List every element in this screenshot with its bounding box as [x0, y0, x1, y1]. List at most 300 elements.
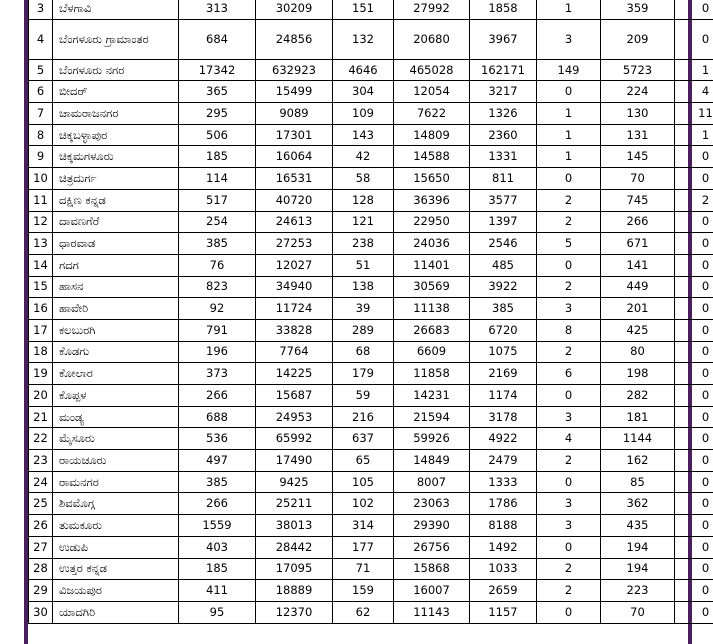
value-cell-c6: 6 [537, 363, 601, 385]
district-name-cell: ಯಾದಗಿರಿ [53, 601, 179, 623]
value-cell-c1: 295 [179, 103, 256, 125]
table-row [29, 471, 713, 493]
value-cell-c7: 359 [601, 0, 675, 19]
table-row [29, 319, 713, 341]
value-cell-c7: 449 [601, 276, 675, 298]
value-cell-c8: 0 [675, 428, 713, 450]
value-cell-c6: 3 [537, 515, 601, 537]
value-cell-c2: 38013 [256, 515, 333, 537]
value-cell-c8: 0 [675, 233, 713, 255]
value-cell-c1: 403 [179, 536, 256, 558]
row-number-cell: 22 [29, 428, 53, 450]
value-cell-c2: 17095 [256, 558, 333, 580]
value-cell-c8: 11 [675, 103, 713, 125]
value-cell-c3: 42 [333, 146, 394, 168]
value-cell-c3: 128 [333, 189, 394, 211]
row-number-cell: 24 [29, 471, 53, 493]
value-cell-c7: 201 [601, 298, 675, 320]
row-number-cell: 3 [29, 0, 53, 19]
value-cell-c2: 12027 [256, 254, 333, 276]
table-row [29, 298, 713, 320]
value-cell-c7: 266 [601, 211, 675, 233]
value-cell-c5: 2546 [470, 233, 537, 255]
row-number-cell: 26 [29, 515, 53, 537]
value-cell-c2: 28442 [256, 536, 333, 558]
value-cell-c2: 24856 [256, 19, 333, 59]
value-cell-c6: 3 [537, 406, 601, 428]
row-number-cell: 27 [29, 536, 53, 558]
value-cell-c3: 132 [333, 19, 394, 59]
value-cell-c5: 2169 [470, 363, 537, 385]
value-cell-c8: 0 [675, 276, 713, 298]
table-row [29, 124, 713, 146]
value-cell-c7: 671 [601, 233, 675, 255]
value-cell-c1: 517 [179, 189, 256, 211]
value-cell-c4: 7622 [394, 103, 470, 125]
row-number-cell: 20 [29, 385, 53, 407]
value-cell-c4: 15868 [394, 558, 470, 580]
value-cell-c3: 177 [333, 536, 394, 558]
value-cell-c6: 0 [537, 81, 601, 103]
value-cell-c5: 1033 [470, 558, 537, 580]
value-cell-c7: 162 [601, 450, 675, 472]
value-cell-c1: 373 [179, 363, 256, 385]
value-cell-c4: 23063 [394, 493, 470, 515]
value-cell-c1: 536 [179, 428, 256, 450]
value-cell-c4: 59926 [394, 428, 470, 450]
value-cell-c8: 0 [675, 19, 713, 59]
table-body [29, 0, 713, 623]
value-cell-c6: 1 [537, 0, 601, 19]
value-cell-c8: 4 [675, 81, 713, 103]
value-cell-c5: 6720 [470, 319, 537, 341]
value-cell-c3: 143 [333, 124, 394, 146]
table-row [29, 515, 713, 537]
value-cell-c1: 114 [179, 168, 256, 190]
value-cell-c7: 194 [601, 536, 675, 558]
row-number-cell: 9 [29, 146, 53, 168]
row-number-cell: 28 [29, 558, 53, 580]
value-cell-c8: 0 [675, 254, 713, 276]
value-cell-c1: 684 [179, 19, 256, 59]
value-cell-c7: 130 [601, 103, 675, 125]
value-cell-c5: 1075 [470, 341, 537, 363]
row-number-cell: 25 [29, 493, 53, 515]
value-cell-c7: 209 [601, 19, 675, 59]
value-cell-c4: 26756 [394, 536, 470, 558]
district-name-cell: ರಾಯಚೂರು [53, 450, 179, 472]
value-cell-c5: 2479 [470, 450, 537, 472]
row-number-cell: 16 [29, 298, 53, 320]
row-number-cell: 13 [29, 233, 53, 255]
value-cell-c4: 29390 [394, 515, 470, 537]
value-cell-c5: 1786 [470, 493, 537, 515]
value-cell-c7: 70 [601, 601, 675, 623]
row-number-cell: 18 [29, 341, 53, 363]
value-cell-c5: 1492 [470, 536, 537, 558]
value-cell-c2: 25211 [256, 493, 333, 515]
value-cell-c8: 0 [675, 363, 713, 385]
table-row [29, 536, 713, 558]
value-cell-c2: 24613 [256, 211, 333, 233]
value-cell-c2: 24953 [256, 406, 333, 428]
value-cell-c4: 36396 [394, 189, 470, 211]
value-cell-c5: 1333 [470, 471, 537, 493]
value-cell-c5: 3967 [470, 19, 537, 59]
row-number-cell: 19 [29, 363, 53, 385]
value-cell-c7: 141 [601, 254, 675, 276]
table-row [29, 233, 713, 255]
district-name-cell: ಬೆಂಗಳೂರು ಗ್ರಾಮಾಂತರ [53, 19, 179, 59]
value-cell-c6: 8 [537, 319, 601, 341]
value-cell-c8: 0 [675, 319, 713, 341]
value-cell-c8: 0 [675, 298, 713, 320]
value-cell-c2: 40720 [256, 189, 333, 211]
value-cell-c7: 5723 [601, 59, 675, 81]
value-cell-c2: 65992 [256, 428, 333, 450]
value-cell-c5: 1397 [470, 211, 537, 233]
row-number-cell: 21 [29, 406, 53, 428]
value-cell-c6: 3 [537, 493, 601, 515]
value-cell-c8: 0 [675, 450, 713, 472]
value-cell-c1: 266 [179, 385, 256, 407]
value-cell-c2: 27253 [256, 233, 333, 255]
row-number-cell: 11 [29, 189, 53, 211]
value-cell-c1: 76 [179, 254, 256, 276]
table-row [29, 59, 713, 81]
row-number-cell: 5 [29, 59, 53, 81]
value-cell-c1: 95 [179, 601, 256, 623]
table-row [29, 0, 713, 19]
value-cell-c3: 62 [333, 601, 394, 623]
value-cell-c4: 14849 [394, 450, 470, 472]
value-cell-c8: 0 [675, 385, 713, 407]
value-cell-c5: 3577 [470, 189, 537, 211]
value-cell-c1: 506 [179, 124, 256, 146]
value-cell-c4: 24036 [394, 233, 470, 255]
value-cell-c1: 313 [179, 0, 256, 19]
value-cell-c6: 2 [537, 341, 601, 363]
value-cell-c6: 2 [537, 189, 601, 211]
value-cell-c6: 0 [537, 254, 601, 276]
value-cell-c7: 198 [601, 363, 675, 385]
value-cell-c2: 11724 [256, 298, 333, 320]
value-cell-c6: 0 [537, 471, 601, 493]
row-number-cell: 15 [29, 276, 53, 298]
value-cell-c7: 70 [601, 168, 675, 190]
value-cell-c3: 289 [333, 319, 394, 341]
value-cell-c8: 0 [675, 471, 713, 493]
value-cell-c5: 1858 [470, 0, 537, 19]
value-cell-c4: 27992 [394, 0, 470, 19]
row-number-cell: 7 [29, 103, 53, 125]
value-cell-c3: 105 [333, 471, 394, 493]
value-cell-c7: 282 [601, 385, 675, 407]
value-cell-c7: 224 [601, 81, 675, 103]
value-cell-c4: 14231 [394, 385, 470, 407]
value-cell-c6: 0 [537, 385, 601, 407]
value-cell-c3: 51 [333, 254, 394, 276]
value-cell-c1: 266 [179, 493, 256, 515]
value-cell-c1: 185 [179, 146, 256, 168]
row-number-cell: 30 [29, 601, 53, 623]
value-cell-c8: 0 [675, 558, 713, 580]
value-cell-c4: 16007 [394, 580, 470, 602]
value-cell-c8: 0 [675, 168, 713, 190]
district-name-cell: ವಿಜಯಪುರ [53, 580, 179, 602]
value-cell-c8: 0 [675, 146, 713, 168]
value-cell-c1: 385 [179, 471, 256, 493]
table-row [29, 276, 713, 298]
row-number-cell: 17 [29, 319, 53, 341]
value-cell-c5: 3178 [470, 406, 537, 428]
district-name-cell: ಚಿಕ್ಕಮಗಳೂರು [53, 146, 179, 168]
value-cell-c6: 2 [537, 580, 601, 602]
value-cell-c1: 411 [179, 580, 256, 602]
table-row [29, 406, 713, 428]
district-name-cell: ಕಲಬುರಗಿ [53, 319, 179, 341]
district-name-cell: ಉಡುಪಿ [53, 536, 179, 558]
district-name-cell: ಧಾರವಾಡ [53, 233, 179, 255]
value-cell-c8: 0 [675, 406, 713, 428]
value-cell-c4: 30569 [394, 276, 470, 298]
value-cell-c4: 14588 [394, 146, 470, 168]
value-cell-c8: 0 [675, 580, 713, 602]
value-cell-c3: 179 [333, 363, 394, 385]
value-cell-c1: 791 [179, 319, 256, 341]
value-cell-c6: 2 [537, 276, 601, 298]
table-row [29, 81, 713, 103]
value-cell-c8: 0 [675, 211, 713, 233]
district-name-cell: ದಾವಣಗೆರೆ [53, 211, 179, 233]
value-cell-c6: 1 [537, 146, 601, 168]
value-cell-c6: 3 [537, 19, 601, 59]
value-cell-c3: 238 [333, 233, 394, 255]
value-cell-c7: 85 [601, 471, 675, 493]
value-cell-c5: 1174 [470, 385, 537, 407]
table-row [29, 103, 713, 125]
value-cell-c8: 0 [675, 601, 713, 623]
value-cell-c5: 4922 [470, 428, 537, 450]
value-cell-c1: 1559 [179, 515, 256, 537]
value-cell-c3: 159 [333, 580, 394, 602]
value-cell-c6: 4 [537, 428, 601, 450]
value-cell-c7: 745 [601, 189, 675, 211]
table-row [29, 428, 713, 450]
value-cell-c3: 68 [333, 341, 394, 363]
table-row [29, 493, 713, 515]
value-cell-c3: 304 [333, 81, 394, 103]
value-cell-c8: 0 [675, 515, 713, 537]
value-cell-c8: 0 [675, 493, 713, 515]
table-row [29, 19, 713, 59]
value-cell-c4: 465028 [394, 59, 470, 81]
value-cell-c1: 17342 [179, 59, 256, 81]
value-cell-c4: 26683 [394, 319, 470, 341]
value-cell-c1: 385 [179, 233, 256, 255]
value-cell-c6: 0 [537, 536, 601, 558]
value-cell-c1: 823 [179, 276, 256, 298]
value-cell-c3: 121 [333, 211, 394, 233]
row-number-cell: 8 [29, 124, 53, 146]
value-cell-c2: 33828 [256, 319, 333, 341]
row-number-cell: 14 [29, 254, 53, 276]
value-cell-c7: 80 [601, 341, 675, 363]
value-cell-c4: 21594 [394, 406, 470, 428]
value-cell-c4: 15650 [394, 168, 470, 190]
row-number-cell: 12 [29, 211, 53, 233]
value-cell-c4: 11858 [394, 363, 470, 385]
row-number-cell: 10 [29, 168, 53, 190]
value-cell-c1: 196 [179, 341, 256, 363]
value-cell-c4: 12054 [394, 81, 470, 103]
district-name-cell: ಮಂಡ್ಯ [53, 406, 179, 428]
value-cell-c3: 59 [333, 385, 394, 407]
value-cell-c5: 2360 [470, 124, 537, 146]
district-name-cell: ಚಾಮರಾಜನಗರ [53, 103, 179, 125]
value-cell-c1: 688 [179, 406, 256, 428]
value-cell-c4: 14809 [394, 124, 470, 146]
district-name-cell: ರಾಮನಗರ [53, 471, 179, 493]
value-cell-c5: 3922 [470, 276, 537, 298]
table-row [29, 601, 713, 623]
value-cell-c3: 314 [333, 515, 394, 537]
district-stats-table [28, 0, 713, 624]
row-number-cell: 4 [29, 19, 53, 59]
table-row [29, 211, 713, 233]
value-cell-c3: 65 [333, 450, 394, 472]
value-cell-c2: 632923 [256, 59, 333, 81]
value-cell-c1: 185 [179, 558, 256, 580]
district-name-cell: ಬೆಳಗಾವಿ [53, 0, 179, 19]
value-cell-c8: 1 [675, 124, 713, 146]
value-cell-c5: 3217 [470, 81, 537, 103]
value-cell-c3: 39 [333, 298, 394, 320]
value-cell-c2: 9425 [256, 471, 333, 493]
district-name-cell: ಗದಗ [53, 254, 179, 276]
value-cell-c7: 181 [601, 406, 675, 428]
value-cell-c6: 1 [537, 124, 601, 146]
value-cell-c8: 2 [675, 189, 713, 211]
value-cell-c7: 1144 [601, 428, 675, 450]
table-row [29, 558, 713, 580]
value-cell-c2: 12370 [256, 601, 333, 623]
district-name-cell: ಹಾಸನ [53, 276, 179, 298]
table-row [29, 580, 713, 602]
district-name-cell: ಶಿವಮೊಗ್ಗ [53, 493, 179, 515]
value-cell-c7: 131 [601, 124, 675, 146]
value-cell-c8: 0 [675, 0, 713, 19]
value-cell-c6: 5 [537, 233, 601, 255]
district-name-cell: ಉತ್ತರ ಕನ್ನಡ [53, 558, 179, 580]
value-cell-c8: 0 [675, 341, 713, 363]
value-cell-c2: 17490 [256, 450, 333, 472]
row-number-cell: 29 [29, 580, 53, 602]
value-cell-c7: 145 [601, 146, 675, 168]
value-cell-c3: 58 [333, 168, 394, 190]
value-cell-c3: 151 [333, 0, 394, 19]
table-row [29, 385, 713, 407]
value-cell-c7: 223 [601, 580, 675, 602]
table-row [29, 254, 713, 276]
value-cell-c6: 149 [537, 59, 601, 81]
district-name-cell: ತುಮಕೂರು [53, 515, 179, 537]
value-cell-c6: 2 [537, 211, 601, 233]
value-cell-c4: 6609 [394, 341, 470, 363]
value-cell-c5: 385 [470, 298, 537, 320]
value-cell-c4: 20680 [394, 19, 470, 59]
value-cell-c2: 16531 [256, 168, 333, 190]
value-cell-c3: 637 [333, 428, 394, 450]
value-cell-c3: 4646 [333, 59, 394, 81]
value-cell-c4: 11143 [394, 601, 470, 623]
value-cell-c1: 254 [179, 211, 256, 233]
table-row [29, 450, 713, 472]
value-cell-c2: 17301 [256, 124, 333, 146]
table-row [29, 146, 713, 168]
table-row [29, 168, 713, 190]
value-cell-c2: 14225 [256, 363, 333, 385]
value-cell-c2: 30209 [256, 0, 333, 19]
value-cell-c6: 1 [537, 103, 601, 125]
district-name-cell: ಬೆಂಗಳೂರು ನಗರ [53, 59, 179, 81]
value-cell-c2: 18889 [256, 580, 333, 602]
value-cell-c7: 435 [601, 515, 675, 537]
value-cell-c5: 162171 [470, 59, 537, 81]
value-cell-c3: 138 [333, 276, 394, 298]
value-cell-c6: 0 [537, 168, 601, 190]
value-cell-c5: 8188 [470, 515, 537, 537]
value-cell-c8: 0 [675, 536, 713, 558]
district-name-cell: ಕೋಲಾರ [53, 363, 179, 385]
district-name-cell: ಚಿತ್ರದುರ್ಗ [53, 168, 179, 190]
table-row [29, 363, 713, 385]
value-cell-c3: 216 [333, 406, 394, 428]
value-cell-c8: 1 [675, 59, 713, 81]
value-cell-c2: 16064 [256, 146, 333, 168]
value-cell-c2: 15499 [256, 81, 333, 103]
value-cell-c7: 362 [601, 493, 675, 515]
value-cell-c2: 34940 [256, 276, 333, 298]
district-name-cell: ಹಾವೇರಿ [53, 298, 179, 320]
value-cell-c6: 2 [537, 450, 601, 472]
value-cell-c7: 194 [601, 558, 675, 580]
value-cell-c6: 0 [537, 601, 601, 623]
table-row [29, 341, 713, 363]
district-name-cell: ಬೀದರ್ [53, 81, 179, 103]
row-number-cell: 6 [29, 81, 53, 103]
value-cell-c2: 15687 [256, 385, 333, 407]
value-cell-c4: 22950 [394, 211, 470, 233]
table-row [29, 189, 713, 211]
value-cell-c4: 11401 [394, 254, 470, 276]
row-number-cell: 23 [29, 450, 53, 472]
district-name-cell: ಕೊಪ್ಪಳ [53, 385, 179, 407]
value-cell-c5: 1331 [470, 146, 537, 168]
value-cell-c1: 365 [179, 81, 256, 103]
value-cell-c1: 497 [179, 450, 256, 472]
value-cell-c6: 3 [537, 298, 601, 320]
value-cell-c6: 2 [537, 558, 601, 580]
value-cell-c5: 2659 [470, 580, 537, 602]
district-name-cell: ದಕ್ಷಿಣ ಕನ್ನಡ [53, 189, 179, 211]
value-cell-c4: 11138 [394, 298, 470, 320]
value-cell-c2: 7764 [256, 341, 333, 363]
district-name-cell: ಕೊಡಗು [53, 341, 179, 363]
value-cell-c5: 811 [470, 168, 537, 190]
value-cell-c3: 71 [333, 558, 394, 580]
value-cell-c2: 9089 [256, 103, 333, 125]
